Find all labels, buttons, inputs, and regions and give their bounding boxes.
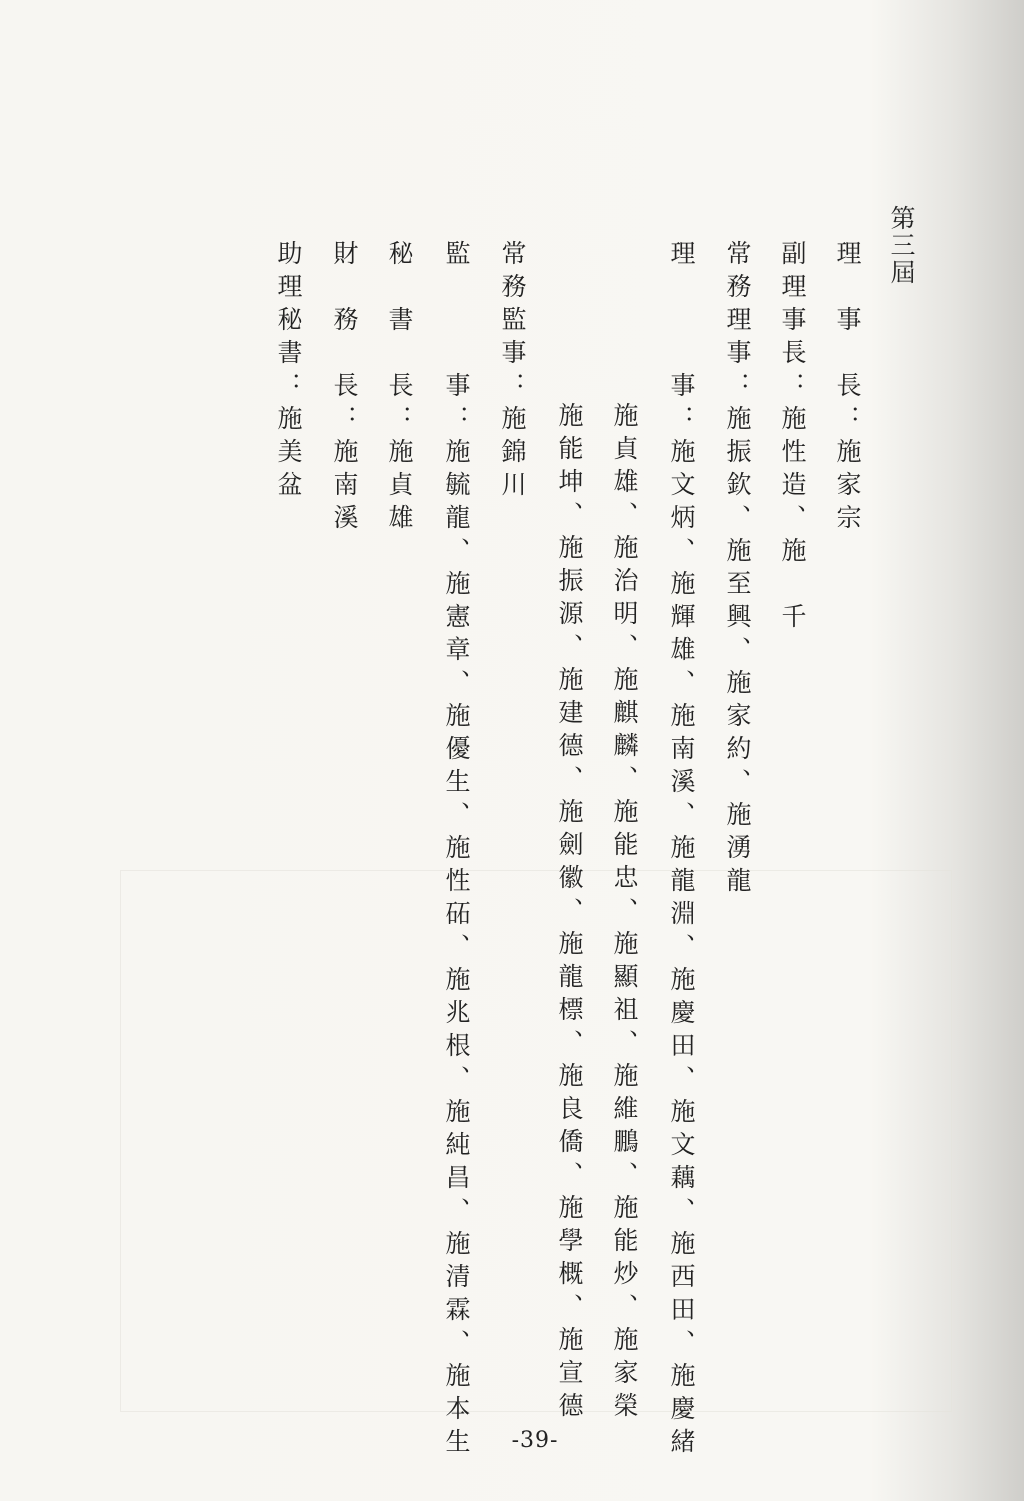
officer-row-supervisors: 監 事：施毓龍、施憲章、施優生、施性砳、施兆根、施純昌、施清霖、施本生 — [442, 240, 471, 1461]
officer-row-directors: 理 事：施文炳、施輝雄、施南溪、施龍淵、施慶田、施文藕、施西田、施慶緒 — [667, 240, 696, 1461]
officer-row-assistant-secretary: 助理秘書：施美盆 — [274, 240, 303, 504]
officer-row-standing-directors: 常務理事：施振欽、施至興、施家約、施湧龍 — [723, 240, 752, 900]
officer-row-directors-cont-1: 施貞雄、施治明、施麒麟、施能忠、施顯祖、施維鵬、施能炒、施家榮 — [610, 402, 639, 1425]
bleed-through-frame — [120, 870, 952, 1412]
section-heading: 第三屆 — [887, 205, 916, 286]
officer-row-secretary-general: 秘 書 長：施貞雄 — [385, 240, 414, 537]
officer-row-treasurer: 財 務 長：施南溪 — [330, 240, 359, 537]
officer-row-chairman: 理 事 長：施家宗 — [833, 240, 862, 537]
page-number: -39- — [511, 1428, 559, 1453]
officer-row-standing-supervisor: 常務監事：施錦川 — [498, 240, 527, 504]
officer-row-directors-cont-2: 施能坤、施振源、施建德、施劍徽、施龍標、施良僑、施學概、施宣德 — [555, 402, 584, 1425]
officer-row-vice-chairman: 副理事長：施性造、施 千 — [778, 240, 807, 636]
